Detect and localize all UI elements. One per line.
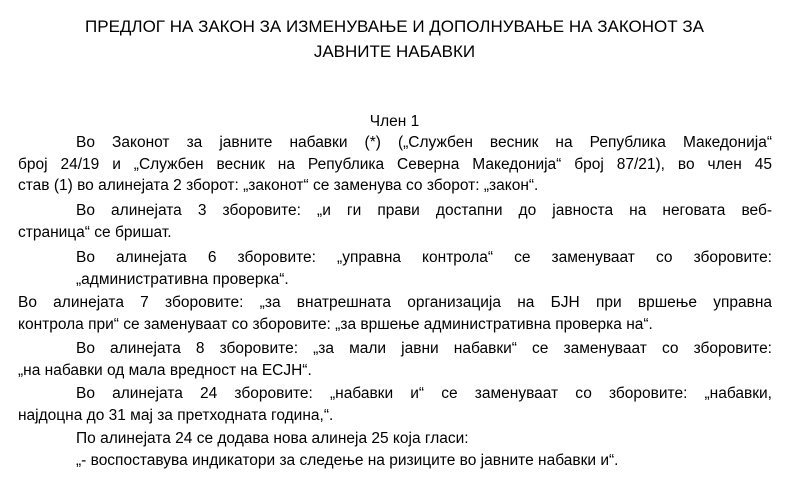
paragraph-line: контрола при“ се заменуваат со зборовите: „за вршење административна проверка на“.: [18, 315, 653, 333]
document-title: [40, 14, 749, 64]
paragraph-5: [18, 338, 772, 381]
paragraph-line: Во алинејата 8 зборовите: „за мали јавни набавки“ се заменуваат со зборовите:: [76, 340, 772, 357]
paragraph-line: број 24/19 и „Службен весник на Република Северна Македонија“ број 87/21), во член 45: [18, 155, 772, 173]
paragraph-6: [18, 383, 772, 426]
paragraph-line: најдоцна до 31 мај за претходната година,“.: [18, 406, 334, 424]
title-line-1: ПРЕДЛОГ НА ЗАКОН ЗА ИЗМЕНУВАЊЕ И ДОПОЛНУВАЊЕ НА ЗАКОНОТ ЗА: [85, 17, 704, 36]
paragraph-line: „административна проверка“.: [76, 270, 289, 288]
paragraph-line: По алинејата 24 се додава нова алинеја 25 која гласи:: [76, 430, 469, 447]
title-line-2: ЈАВНИТЕ НАБАВКИ: [313, 42, 476, 61]
paragraph-line: Во алинејата 6 зборовите: „управна контрола“ се заменуваат со зборовите:: [76, 249, 772, 266]
paragraph-line: страница“ се бришат.: [18, 223, 172, 241]
paragraph-4: [18, 292, 772, 335]
paragraph-line: Во алинејата 24 зборовите: „набавки и“ се заменуваат со зборовите: „набавки,: [76, 385, 772, 402]
article-heading: Член 1: [369, 113, 420, 130]
paragraph-line: Во алинејата 3 зборовите: „и ги прави достапни до јавноста на неговата веб-: [76, 202, 772, 219]
paragraph-1: [18, 132, 772, 197]
paragraph-3: [18, 247, 772, 290]
paragraph-7: [18, 428, 772, 471]
paragraph-line: став (1) во алинејата 2 зборот: „законот“ се заменува со зборот: „закон“.: [18, 177, 539, 194]
paragraph-line: „- воспоставува индикатори за следење на ризиците во јавните набавки и“.: [76, 451, 619, 469]
paragraph-2: [18, 200, 772, 243]
paragraph-line: Во алинејата 7 зборовите: „за внатрешната организација на БЈН при вршење управна: [18, 294, 772, 311]
paragraph-line: Во Законот за јавните набавки (*) („Службен весник на Република Македонија“: [76, 134, 772, 151]
paragraph-line: „на набавки од мала вредност на ЕСЈН“.: [18, 361, 312, 379]
